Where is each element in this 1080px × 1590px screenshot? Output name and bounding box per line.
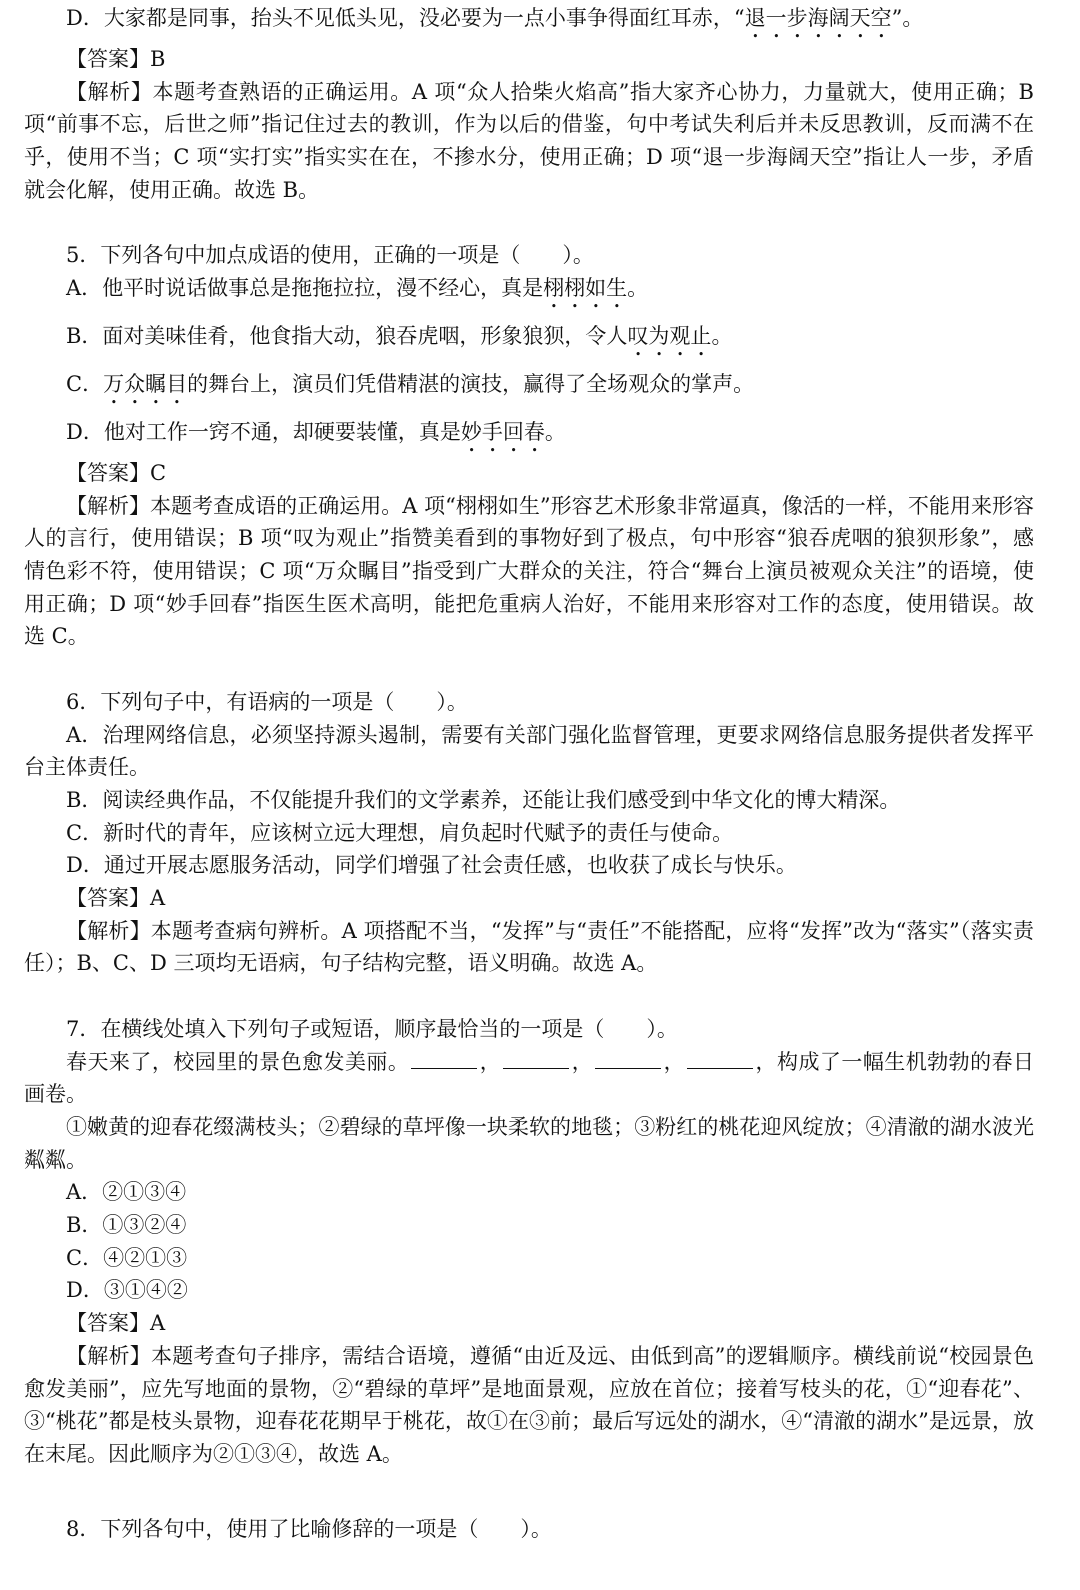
q6-option-c: C．新时代的青年，应该树立远大理想，肩负起时代赋予的责任与使命。	[66, 820, 734, 845]
q5-option-d-end: 。	[544, 419, 566, 444]
q5-analysis: 【解析】本题考查成语的正确运用。A 项“栩栩如生”形容艺术形象非常逼真，像活的一样，不能用来形容人的言行，使用错误；B 项“叹为观止”指赞美看到的事物好到了极点，句中形容“狼吞虎咽的狼狈形象”，感情色彩不符，使用错误；C 项“万众瞩目”指受到广大群众的关注，符合“舞台上演员被观众关注”的语境，使用正确；D 项“妙手回春”指医生医术高明，能把危重病人治好，不能用来形容对工作的态度，使用错误。故选 C。	[24, 493, 1034, 649]
q5-option-b	[24, 320, 1034, 361]
q4-option-d	[24, 2, 1034, 43]
q7-option-a: A．②①③④	[66, 1180, 187, 1205]
q7-answer: 【答案】A	[66, 1311, 166, 1336]
q8-stem: 8．下列各句中，使用了比喻修辞的一项是（ ）。	[66, 1517, 552, 1542]
q5-option-a	[24, 272, 1034, 313]
q4-analysis: 【解析】本题考查熟语的正确运用。A 项“众人拾柴火焰高”指大家齐心协力，力量就大，使用正确；B 项“前事不忘，后世之师”指记住过去的教训，作为以后的借鉴，句中考试失利后并未反思教训，反而满不在乎，使用不当；C 项“实打实”指实实在在，不掺水分，使用正确；D 项“退一步海阔天空”指让人一步，矛盾就会化解，使用正确。故选 B。	[24, 79, 1034, 202]
q5-option-d	[24, 416, 1034, 457]
q7-passage-text: 春天来了，校园里的景色愈发美丽。	[66, 1049, 410, 1074]
q5-option-b-end: 。	[711, 323, 733, 348]
q4-option-d-text: D．大家都是同事，抬头不见低头见，没必要为一点小事争得面红耳赤，“	[66, 6, 745, 30]
q5-option-b-idiom: 叹为观止	[627, 323, 712, 348]
q7-blank-4	[687, 1048, 753, 1069]
q5-option-a-end: 。	[627, 275, 649, 300]
q6-analysis: 【解析】本题考查病句辨析。A 项搭配不当，“发挥”与“责任”不能搭配，应将“发挥”改为“落实”（落实责任）；B、C、D 三项均无语病，句子结构完整，语义明确。故选 A。	[24, 918, 1034, 976]
q7-sep-2: ，	[571, 1049, 594, 1074]
q7-analysis: 【解析】本题考查句子排序，需结合语境，遵循“由近及远、由低到高”的逻辑顺序。横线前说“校园景色愈发美丽”，应先写地面的景物，②“碧绿的草坪”是地面景观，应放在首位；接着写枝头的花，①“迎春花”、③“桃花”都是枝头景物，迎春花花期早于桃花，故①在③前；最后写远处的湖水，④“清澈的湖水”是远景，放在末尾。因此顺序为②①③④，故选 A。	[24, 1343, 1034, 1466]
q7-passage	[24, 1046, 1034, 1111]
q5-answer: 【答案】C	[66, 460, 167, 485]
q7-stem: 7．在横线处填入下列句子或短语，顺序最恰当的一项是（ ）。	[66, 1016, 678, 1041]
q7-option-c: C．④②①③	[66, 1245, 188, 1270]
q4-answer: 【答案】B	[66, 47, 166, 71]
q5-option-c	[24, 368, 1034, 409]
q5-option-c-end: 的舞台上，演员们凭借精湛的演技，赢得了全场观众的掌声。	[187, 371, 755, 396]
q5-option-d-idiom: 妙手回春	[460, 419, 545, 444]
q7-blank-3	[595, 1048, 661, 1069]
q6-answer: 【答案】A	[66, 886, 166, 911]
q5-option-c-idiom: 万众瞩目	[103, 371, 188, 396]
q6-option-d: D．通过开展志愿服务活动，同学们增强了社会责任感，也收获了成长与快乐。	[66, 853, 797, 878]
q5-stem: 5．下列各句中加点成语的使用，正确的一项是（ ）。	[66, 243, 594, 268]
q6-option-a: A．治理网络信息，必须坚持源头遏制，需要有关部门强化监督管理，更要求网络信息服务提供者发挥平台主体责任。	[24, 722, 1034, 780]
q5-option-a-text: A．他平时说话做事总是拖拖拉拉，漫不经心，真是	[66, 275, 544, 300]
q7-blank-1	[411, 1048, 477, 1069]
q7-passage-end: ，构成了一幅生机勃勃的春日画卷。	[24, 1049, 1035, 1107]
q7-option-d: D．③①④②	[66, 1278, 188, 1303]
q5-option-d-text: D．他对工作一窍不通，却硬要装懂，真是	[66, 419, 461, 444]
q7-sep-1: ，	[479, 1049, 502, 1074]
q7-option-b: B．①③②④	[66, 1213, 187, 1238]
q6-option-b: B．阅读经典作品，不仅能提升我们的文学素养，还能让我们感受到中华文化的博大精深。	[66, 787, 901, 812]
q7-sep-3: ，	[663, 1049, 686, 1074]
q4-option-d-end: ”。	[891, 6, 924, 30]
q5-option-a-idiom: 栩栩如生	[543, 275, 628, 300]
q7-blank-2	[503, 1048, 569, 1069]
q6-stem: 6．下列句子中，有语病的一项是（ ）。	[66, 689, 468, 714]
q7-items: ①嫩黄的迎春花缀满枝头；②碧绿的草坪像一块柔软的地毯；③粉红的桃花迎风绽放；④清澈的湖水波光粼粼。	[24, 1114, 1034, 1172]
q4-option-d-idiom: 退一步海阔天空	[744, 6, 892, 30]
q5-option-b-text: B．面对美味佳肴，他食指大动，狼吞虎咽，形象狼狈，令人	[66, 323, 628, 348]
q5-option-c-text: C．	[66, 371, 104, 396]
